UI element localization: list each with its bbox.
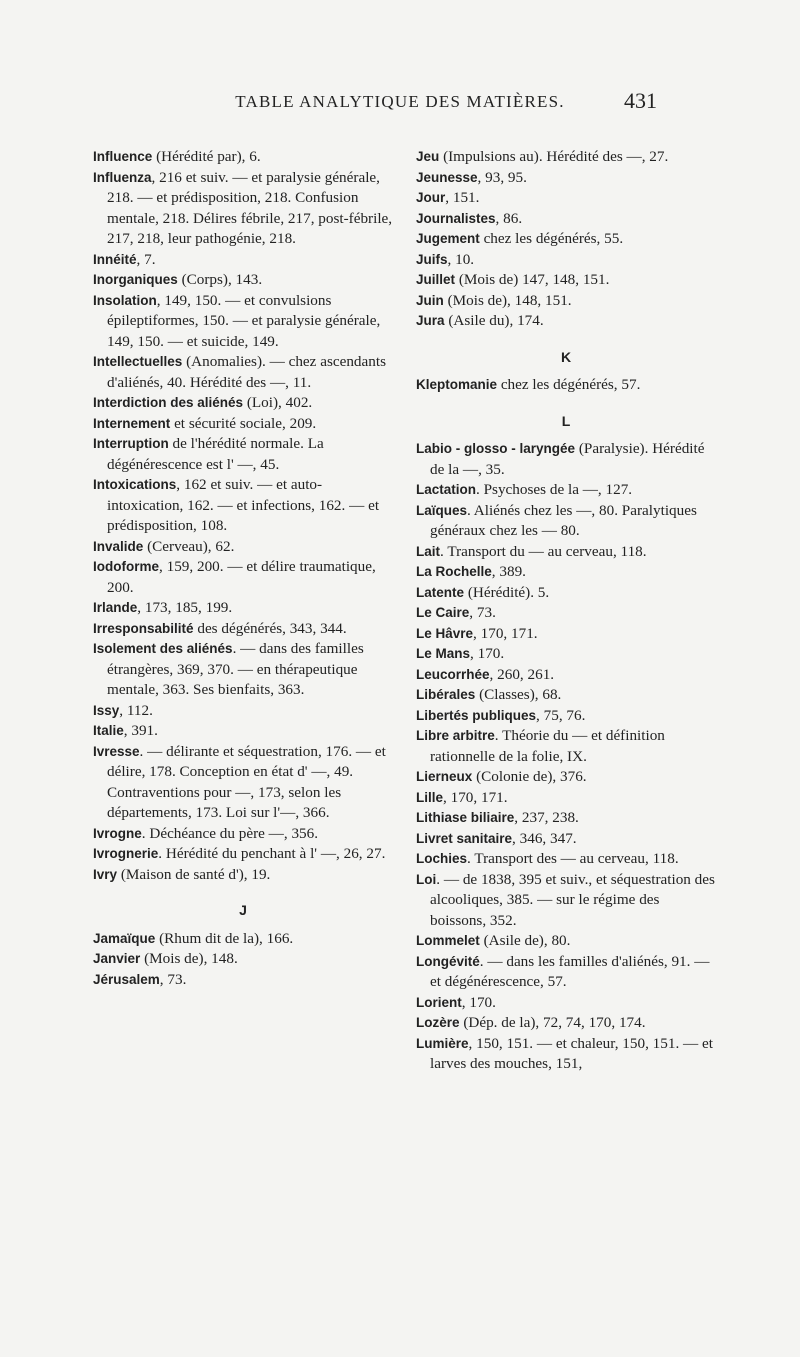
- entry-text: . Psychoses de la —, 127.: [476, 481, 633, 498]
- entry-text: , 260, 261.: [489, 665, 555, 683]
- entry-heading: Lithiase biliaire: [416, 810, 515, 825]
- entry-text: (Impulsions au). Hérédité des —, 27.: [439, 148, 669, 165]
- entry-heading: Livret sanitaire: [416, 830, 513, 846]
- index-entry: [93, 291, 393, 353]
- entry-heading: Jour: [416, 190, 446, 205]
- index-entry: [416, 931, 716, 952]
- entry-heading: Juillet: [416, 272, 456, 287]
- entry-text: (Maison de santé d'), 19.: [117, 865, 271, 883]
- entry-text: . Hérédité du penchant à l' —, 26, 27.: [158, 845, 386, 862]
- index-entry: [416, 665, 716, 686]
- entry-heading: Kleptomanie: [416, 377, 498, 392]
- entry-text: , 162 et suiv. — et auto-intoxication, 162. — et infections, 162. — et prédisposition, 108.: [107, 476, 380, 534]
- entry-heading: Jamaïque: [93, 930, 156, 946]
- entry-text: , 93, 95.: [477, 168, 527, 186]
- entry-heading: Intellectuelles: [93, 354, 183, 369]
- entry-heading: Insolation: [93, 292, 157, 308]
- page-title: TABLE ANALYTIQUE DES MATIÈRES.: [235, 92, 565, 111]
- entry-text: . — délirante et séquestration, 176. — et délire, 178. Conception en état d' —, 49. Contraventions pour —, 173, selon les départements, 173. Loi sur l'—, 366.: [107, 742, 386, 821]
- entry-heading: Jérusalem: [93, 971, 160, 987]
- entry-text: des dégénérés, 343, 344.: [193, 619, 347, 637]
- entry-text: . Transport des — au cerveau, 118.: [467, 850, 679, 867]
- entry-heading: Longévité: [416, 953, 480, 969]
- entry-text: , 73.: [469, 604, 496, 621]
- entry-text: (Rhum dit de la), 166.: [155, 929, 294, 947]
- index-entry: [416, 644, 716, 665]
- entry-heading: Isolement des aliénés: [93, 641, 233, 656]
- index-entry: [416, 188, 716, 209]
- entry-text: (Hérédité par), 6.: [152, 148, 261, 165]
- entry-heading: Ivrogne: [93, 825, 142, 841]
- index-entry: [93, 701, 393, 722]
- entry-text: , 170, 171.: [473, 624, 538, 642]
- index-entry: [93, 557, 393, 598]
- entry-heading: La Rochelle: [416, 564, 492, 579]
- index-entry: [416, 870, 716, 932]
- entry-heading: Influenza: [93, 169, 152, 185]
- entry-heading: Interdiction des aliénés: [93, 395, 244, 410]
- index-entry: [416, 603, 716, 624]
- entry-text: , 150, 151. — et chaleur, 150, 151. — et larves des mouches, 151,: [430, 1034, 713, 1072]
- index-entry: [416, 250, 716, 271]
- entry-text: (Loi), 402.: [243, 394, 313, 411]
- entry-text: (Asile de), 80.: [479, 932, 571, 949]
- index-entry: [416, 583, 716, 604]
- entry-heading: Irresponsabilité: [93, 620, 194, 636]
- entry-text: , 237, 238.: [514, 809, 579, 826]
- entry-heading: Lumière: [416, 1035, 469, 1051]
- entry-heading: Issy: [93, 702, 120, 718]
- entry-text: (Mois de), 148.: [140, 950, 238, 967]
- index-entry: [93, 742, 393, 824]
- entry-text: . Aliénés chez les —, 80. Paralytiques généraux chez les — 80.: [430, 501, 697, 539]
- entry-text: , 170.: [461, 993, 496, 1011]
- entry-heading: Lactation: [416, 482, 477, 497]
- entry-text: chez les dégénérés, 55.: [479, 230, 624, 247]
- page-number: 431: [624, 88, 657, 113]
- index-entry: [416, 480, 716, 501]
- index-entry: [416, 291, 716, 312]
- index-entry: [93, 824, 393, 845]
- entry-text: (Dép. de la), 72, 74, 170, 174.: [459, 1014, 646, 1031]
- entry-heading: Janvier: [93, 951, 141, 966]
- entry-text: et sécurité sociale, 209.: [170, 414, 317, 432]
- entry-text: , 389.: [491, 563, 526, 580]
- entry-text: (Classes), 68.: [475, 686, 562, 703]
- entry-heading: Inorganiques: [93, 272, 178, 287]
- entry-heading: Le Mans: [416, 646, 471, 661]
- entry-heading: Juifs: [416, 251, 448, 267]
- entry-text: . Transport du — au cerveau, 118.: [440, 542, 647, 560]
- entry-text: , 151.: [445, 189, 480, 206]
- entry-text: . — dans des familles étrangères, 369, 370. — en thérapeutique mentale, 363. Ses bienfaits, 363.: [107, 640, 364, 698]
- entry-text: , 159, 200. — et délire traumatique, 200.: [107, 558, 376, 596]
- section-letter: L: [561, 412, 571, 429]
- index-entry: [93, 168, 393, 250]
- entry-text: (Mois de) 147, 148, 151.: [455, 271, 610, 288]
- entry-heading: Latente: [416, 584, 465, 600]
- entry-text: , 149, 150. — et convulsions épileptiformes, 150. — et paralysie générale, 149, 150. — et suicide, 149.: [107, 291, 381, 350]
- index-entry: [93, 147, 393, 168]
- index-entry: [416, 562, 716, 583]
- entry-text: . Théorie du — et définition rationnelle de la folie, IX.: [430, 727, 665, 765]
- entry-text: (Corps), 143.: [177, 271, 263, 288]
- page-header: [0, 88, 800, 114]
- index-entry: [93, 619, 393, 640]
- entry-heading: Lozère: [416, 1015, 460, 1030]
- index-entry: [416, 1034, 716, 1075]
- entry-text: (Paralysie). Hérédité de la —, 35.: [430, 440, 705, 478]
- left-column: [93, 147, 393, 990]
- index-entry: [93, 721, 393, 742]
- index-entry: [416, 624, 716, 645]
- section-letter: K: [560, 348, 572, 365]
- entry-heading: Iodoforme: [93, 559, 159, 574]
- index-entry: [416, 952, 716, 993]
- entry-heading: Journalistes: [416, 210, 496, 226]
- index-entry: [93, 844, 393, 865]
- entry-text: (Colonie de), 376.: [472, 768, 587, 785]
- entry-heading: Libertés publiques: [416, 707, 537, 723]
- entry-text: (Hérédité). 5.: [464, 583, 550, 601]
- entry-text: , 7.: [136, 250, 156, 268]
- index-entry: [93, 929, 393, 950]
- index-entry: [416, 375, 716, 396]
- index-entry: [416, 147, 716, 168]
- index-entry: [416, 788, 716, 809]
- index-entry: [416, 685, 716, 706]
- entry-heading: Lierneux: [416, 769, 473, 784]
- entry-heading: Ivry: [93, 866, 118, 882]
- entry-heading: Ivresse: [93, 743, 140, 759]
- entry-heading: Libre arbitre: [416, 728, 495, 743]
- index-entry: [93, 393, 393, 414]
- index-entry: [93, 414, 393, 435]
- entry-text: (Cerveau), 62.: [143, 537, 235, 555]
- entry-heading: Juin: [416, 292, 444, 308]
- entry-heading: Invalide: [93, 538, 144, 554]
- index-entry: [416, 767, 716, 788]
- entry-heading: Lommelet: [416, 933, 480, 948]
- index-entry: [93, 270, 393, 291]
- entry-heading: Lait: [416, 543, 441, 559]
- entry-text: , 170.: [470, 645, 505, 662]
- entry-text: de l'hérédité normale. La dégénérescence est l' —, 45.: [107, 435, 324, 473]
- entry-heading: Loi: [416, 871, 437, 887]
- entry-text: , 170, 171.: [443, 788, 508, 806]
- index-entry: [93, 865, 393, 886]
- entry-heading: Jeu: [416, 149, 440, 164]
- entry-heading: Internement: [93, 415, 171, 431]
- entry-text: , 173, 185, 199.: [137, 599, 233, 616]
- index-entry: [416, 209, 716, 230]
- index-entry: [416, 501, 716, 542]
- entry-heading: Jeunesse: [416, 169, 478, 185]
- entry-heading: Jugement: [416, 231, 480, 246]
- index-entry: [416, 706, 716, 727]
- right-column: [416, 147, 716, 1075]
- index-entry: [416, 229, 716, 250]
- entry-heading: Ivrognerie: [93, 846, 159, 861]
- entry-heading: Lorient: [416, 994, 462, 1010]
- entry-text: (Anomalies). — chez ascendants d'aliénés, 40. Hérédité des —, 11.: [107, 353, 386, 391]
- index-entry: [93, 598, 393, 619]
- entry-heading: Labio - glosso - laryngée: [416, 441, 576, 456]
- entry-heading: Jura: [416, 313, 445, 328]
- entry-text: , 10.: [447, 250, 475, 268]
- entry-heading: Lille: [416, 789, 444, 805]
- index-entry: [416, 311, 716, 332]
- index-entry: [93, 537, 393, 558]
- entry-heading: Irlande: [93, 600, 138, 615]
- index-entry: [93, 970, 393, 991]
- entry-text: . — de 1838, 395 et suiv., et séquestration des alcooliques, 385. — sur le régime des boissons, 352.: [430, 870, 715, 929]
- entry-heading: Laïques: [416, 502, 468, 518]
- entry-text: (Asile du), 174.: [444, 312, 544, 329]
- index-entry: [93, 475, 393, 537]
- entry-text: chez les dégénérés, 57.: [497, 376, 641, 393]
- index-entry: [93, 250, 393, 271]
- entry-text: , 112.: [119, 701, 153, 719]
- index-entry: [416, 726, 716, 767]
- entry-text: . Déchéance du père —, 356.: [141, 824, 319, 842]
- entry-heading: Intoxications: [93, 477, 177, 492]
- index-entry: [416, 808, 716, 829]
- entry-text: , 86.: [495, 209, 523, 227]
- entry-heading: Le Hâvre: [416, 625, 474, 641]
- index-entry: [416, 168, 716, 189]
- index-entry: [416, 829, 716, 850]
- section-letter: J: [239, 902, 247, 918]
- entry-text: , 216 et suiv. — et paralysie générale, 218. — et prédisposition, 218. Confusion mentale, 218. Délires fébrile, 217, post-fébrile, 217, 218, leur pathogénie, 218.: [107, 168, 393, 247]
- entry-heading: Interruption: [93, 436, 169, 451]
- index-entry: [93, 639, 393, 701]
- entry-heading: Libérales: [416, 687, 476, 702]
- entry-text: , 75, 76.: [536, 706, 586, 724]
- index-entry: [93, 434, 393, 475]
- entry-text: , 73.: [159, 970, 187, 988]
- entry-heading: Influence: [93, 149, 153, 164]
- index-entry: [416, 1013, 716, 1034]
- entry-heading: Lochies: [416, 851, 468, 866]
- entry-heading: Innéité: [93, 251, 137, 267]
- index-entry: [416, 439, 716, 480]
- entry-text: . — dans les familles d'aliénés, 91. — et dégénérescence, 57.: [430, 952, 710, 990]
- index-entry: [416, 993, 716, 1014]
- entry-heading: Leucorrhée: [416, 666, 490, 682]
- index-entry: [93, 352, 393, 393]
- entry-heading: Le Caire: [416, 605, 470, 620]
- index-entry: [416, 270, 716, 291]
- index-entry: [416, 542, 716, 563]
- index-entry: [416, 849, 716, 870]
- entry-text: (Mois de), 148, 151.: [443, 291, 572, 309]
- entry-text: , 346, 347.: [512, 829, 577, 847]
- entry-heading: Italie: [93, 723, 124, 738]
- index-entry: [93, 949, 393, 970]
- entry-text: , 391.: [123, 722, 158, 739]
